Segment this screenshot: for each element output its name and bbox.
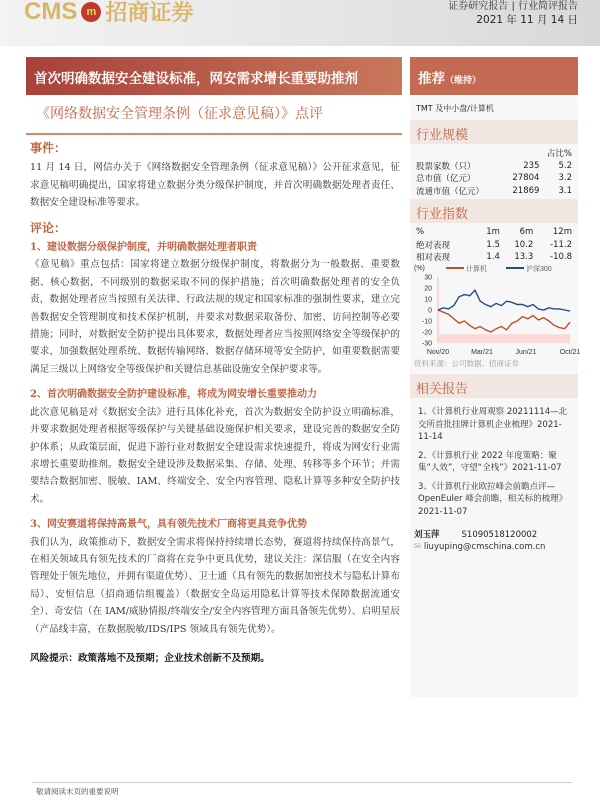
row-value: 13.3 bbox=[514, 252, 534, 263]
table-row bbox=[416, 160, 572, 173]
report-subtitle: 《网络数据安全管理条例（征求意见稿）》点评 bbox=[36, 106, 323, 122]
risk-warning: 风险提示：政策落地不及预期；企业技术创新不及预期。 bbox=[30, 652, 270, 664]
comment-heading: 评论： bbox=[30, 220, 67, 235]
row-label: 绝对表现 bbox=[416, 240, 451, 251]
y-tick-label: 20 bbox=[424, 285, 432, 293]
row-label: 相对表现 bbox=[416, 253, 451, 264]
legend-label: 沪深300 bbox=[526, 266, 552, 273]
event-heading: 事件： bbox=[30, 141, 67, 155]
y-tick-label: -30 bbox=[421, 340, 432, 348]
report-date: 2021 年 11 月 14 日 bbox=[476, 14, 578, 26]
mail-icon: ✉ bbox=[414, 542, 424, 552]
row-value: -10.8 bbox=[550, 252, 572, 263]
index-chart bbox=[410, 262, 581, 358]
industry-index-table bbox=[416, 226, 572, 264]
x-tick-label: Nov/20 bbox=[426, 349, 450, 356]
row-label: 流通市值（亿元） bbox=[416, 186, 485, 197]
row-value: -11.2 bbox=[550, 239, 572, 250]
logo-cn: 招商证券 bbox=[105, 0, 194, 26]
divider bbox=[26, 133, 402, 135]
row-label: 总市值（亿元） bbox=[416, 174, 476, 185]
analyst bbox=[414, 528, 537, 540]
analyst-name: 刘玉萍 bbox=[414, 530, 440, 540]
main-content bbox=[30, 140, 400, 667]
x-tick-label: Mar/21 bbox=[471, 349, 493, 356]
y-axis-label: (%) bbox=[414, 265, 425, 272]
industry-scale-heading: 行业规模 bbox=[410, 120, 578, 144]
section-text: 《意见稿》重点包括：国家将建立数据分级保护制度，将数据分为一般数据、重要数据、核心数据，不同级别的数据采取不同的保护措施；首次明确数据处理者的安全负责，数据处理者应当按照有关法律、行政法规的规定和国家标准的强制性要求，建立完善数据安全管理制度和技术保护机制，并要求对数据采取备份、加密、访问控制等必要措施；同时，对数据安全防护提出具体要求，数据处理者应当按照网络安全等级保护的要求，加强数据处理系统、数据传输网络、数据存储环境等安全防护，如重要数据需要满足三级以上网络安全等级保护和关键信息基础设施安全保护要求等。 bbox=[30, 259, 400, 375]
column-header: 12m bbox=[552, 227, 572, 238]
row-value: 10.2 bbox=[514, 239, 534, 250]
rating bbox=[410, 57, 578, 95]
chart-source: 资料来源：公司数据、招商证券 bbox=[414, 359, 519, 368]
column-header: 占比% bbox=[546, 149, 572, 160]
row-pct: 5.2 bbox=[558, 160, 572, 171]
series-line-computer bbox=[438, 310, 570, 332]
row-value: 1.5 bbox=[486, 239, 500, 250]
related-reports-heading: 相关报告 bbox=[410, 374, 578, 398]
section-heading: 2、首次明确数据安全防护建设标准，将成为网安增长重要推动力 bbox=[30, 389, 317, 401]
column-header: 1m bbox=[486, 227, 500, 238]
section-heading: 3、网安赛道将保持高景气，具有领先技术厂商将更具竞争优势 bbox=[30, 519, 307, 531]
row-pct: 3.2 bbox=[558, 173, 572, 184]
y-tick-label: -20 bbox=[421, 329, 432, 337]
x-tick-label: Oct/21 bbox=[559, 349, 581, 356]
analyst-email[interactable]: liuyuping@cmschina.com.cn bbox=[423, 542, 546, 552]
report-title: 首次明确数据安全建设标准，网安需求增长重要助推剂 bbox=[26, 57, 402, 95]
footer-divider bbox=[32, 782, 572, 783]
related-report-link[interactable]: 1、《计算机行业周观察 20211114—北交所首批挂牌计算机企业梳理》2021-11-14 bbox=[418, 407, 568, 442]
logo-badge-icon: m bbox=[81, 2, 101, 22]
y-tick-label: 10 bbox=[424, 296, 432, 304]
footer-note: 敬请阅读末页的重要说明 bbox=[36, 787, 119, 796]
legend-label: 计算机 bbox=[466, 266, 487, 273]
sector-label: TMT 及中小盘/计算机 bbox=[416, 104, 494, 113]
table-row bbox=[416, 172, 572, 185]
related-report-link[interactable]: 3、《计算机行业欧拉峰会前瞻点评—OpenEuler 峰会前瞻，相关标的梳理》2021-11-07 bbox=[418, 481, 568, 517]
column-header: % bbox=[416, 227, 425, 238]
report-type: 证券研究报告 | 行业简评报告 bbox=[448, 1, 578, 12]
logo-text: CMS bbox=[24, 0, 78, 25]
row-value: 235 bbox=[523, 160, 540, 171]
section-text: 我们认为，政策推动下，数据安全需求将保持持续增长态势，赛道将持续保持高景气，在相关领域具有领先技术的厂商将在竞争中更具优势，建议关注：深信服（在安全内容管理处于领先地位，并拥有渠道优势）、卫士通（具有领先的数据加密技术与隐私计算布局）、安恒信息（招商通信组覆盖）（数据安全岛运用隐私计算等技术保障数据流通安全）、奇安信（在 IAM/威胁情报/终端安全/安全内容管理方面具备领先优势）、启明星辰（产品线丰富，在数据脱敏/IDS/IPS 领域具有领先优势）。 bbox=[30, 536, 400, 635]
row-label: 股票家数（只） bbox=[416, 161, 476, 172]
industry-index-heading: 行业指数 bbox=[410, 199, 578, 223]
event-text: 11 月 14 日，网信办关于《网络数据安全管理条例（征求意见稿）》公开征求意见，征求意见稿明确提出，国家将建立数据分类分级保护制度，并首次明确数据处理者责任、数据安全建设标准等要求。 bbox=[30, 162, 400, 209]
y-tick-label: -10 bbox=[421, 318, 432, 326]
row-value: 1.4 bbox=[486, 252, 500, 263]
row-value: 27804 bbox=[512, 173, 540, 184]
rating-status: （维持） bbox=[445, 76, 482, 86]
volume-area bbox=[438, 334, 570, 343]
section-heading: 1、建设数据分级保护制度，并明确数据处理者职责 bbox=[30, 242, 257, 254]
row-pct: 3.1 bbox=[558, 185, 572, 196]
series-line-hs300 bbox=[438, 290, 570, 311]
x-tick-label: Jun/21 bbox=[515, 349, 537, 356]
related-report-link[interactable]: 2、《计算机行业 2022 年度策略：聚集“人效”，守望“全栈”》2021-11-07 bbox=[418, 450, 562, 473]
company-logo bbox=[24, 0, 193, 27]
column-header: 6m bbox=[519, 227, 534, 238]
analyst-cert: S1090518120002 bbox=[461, 530, 538, 540]
related-reports-list bbox=[418, 406, 568, 524]
table-row bbox=[416, 185, 572, 198]
table-row bbox=[416, 239, 572, 252]
analyst-email-row bbox=[414, 542, 545, 552]
industry-scale-table bbox=[416, 147, 572, 197]
section-text: 此次意见稿是对《数据安全法》进行具体化补充，首次为数据安全防护设立明确标准，并要求数据处理者根据等级保护与关键基础设施保护相关要求，建设完善的数据安全防护体系；从政策层面，促进下游行业对数据安全建设需求快速提升，将成为网安行业需求增长重要助推剂。数据安全建设涉及数据采集、存储、处理、转移等多个环节；并需要结合数据加密、脱敏、IAM、终端安全、安全内容管理、隐私计算等多种安全防护技术。 bbox=[30, 406, 400, 505]
rating-label: 推荐 bbox=[418, 71, 445, 87]
y-tick-label: 30 bbox=[424, 274, 432, 282]
y-tick-label: 0 bbox=[428, 307, 432, 315]
row-value: 21869 bbox=[512, 185, 540, 196]
